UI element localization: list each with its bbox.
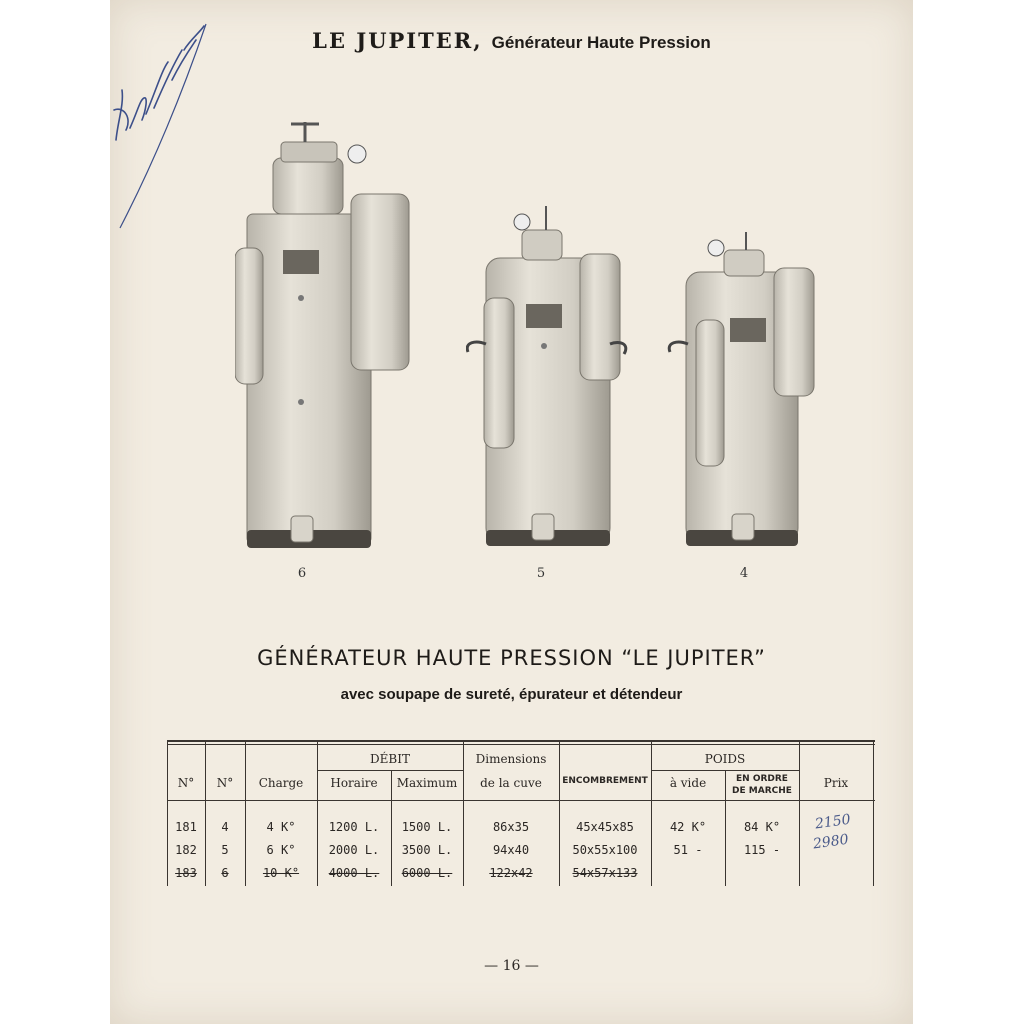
figure-caption: 6 <box>297 566 307 581</box>
page-header <box>110 28 913 53</box>
handwritten-price: 2150 <box>814 811 852 833</box>
header-charge: Charge <box>258 776 304 790</box>
cell-horaire: 1200 L. <box>328 820 380 834</box>
cell-encombrement: 45x45x85 <box>576 820 634 834</box>
cell-charge: 4 K° <box>266 820 296 834</box>
cell-poids-marche: 115 - <box>743 843 781 857</box>
header-debit: DÉBIT <box>370 752 410 766</box>
figure-caption: 5 <box>536 566 546 581</box>
cell-poids-vide: 42 K° <box>669 820 707 834</box>
cell-maximum: 3500 L. <box>401 843 453 857</box>
header-a-vide: à vide <box>669 776 707 790</box>
header-poids: POIDS <box>704 752 746 766</box>
header-subtitle: Générateur Haute Pression <box>491 33 711 52</box>
catalog-page <box>110 0 913 1024</box>
cell-ref: 183 <box>175 866 197 880</box>
cell-dimensions: 86x35 <box>492 820 530 834</box>
brand-name: LE JUPITER, <box>312 28 483 53</box>
header-encombrement: ENCOMBREMENT <box>562 776 648 786</box>
cell-ref: 182 <box>175 843 197 857</box>
cell-maximum: 1500 L. <box>401 820 453 834</box>
page-subtitle: avec soupape de sureté, épurateur et détendeur <box>340 686 683 703</box>
boiler-illustration-6 <box>235 118 415 554</box>
header-no-2: N° <box>216 776 234 790</box>
header-prix: Prix <box>823 776 849 790</box>
cell-horaire: 4000 L. <box>328 866 380 880</box>
cell-encombrement: 50x55x100 <box>572 843 638 857</box>
cell-no: 4 <box>221 820 229 834</box>
cell-poids-marche: 84 K° <box>743 820 781 834</box>
cell-maximum: 6000 L. <box>401 866 453 880</box>
cell-dimensions: 122x42 <box>489 866 533 880</box>
header-cuve: de la cuve <box>480 776 542 790</box>
spec-table <box>167 740 875 886</box>
cell-charge: 10 K° <box>262 866 300 880</box>
cell-horaire: 2000 L. <box>328 843 380 857</box>
cell-poids-vide: 51 - <box>673 843 703 857</box>
header-maximum: Maximum <box>396 776 458 790</box>
header-no-1: N° <box>177 776 195 790</box>
cell-dimensions: 94x40 <box>492 843 530 857</box>
header-horaire: Horaire <box>330 776 378 790</box>
cell-ref: 181 <box>175 820 197 834</box>
cell-no: 6 <box>221 866 229 880</box>
page-number: — 16 — <box>484 958 539 974</box>
page-title: GÉNÉRATEUR HAUTE PRESSION “LE JUPITER” <box>257 646 766 670</box>
header-dimensions: Dimensions <box>475 752 547 766</box>
cell-charge: 6 K° <box>266 843 296 857</box>
boiler-illustration-4 <box>666 232 818 550</box>
cell-no: 5 <box>221 843 229 857</box>
cell-encombrement: 54x57x133 <box>572 866 638 880</box>
handwritten-price: 2980 <box>812 831 850 853</box>
boiler-illustration-5 <box>466 204 628 550</box>
header-de-marche: DE MARCHE <box>732 786 792 796</box>
header-en-ordre: EN ORDRE <box>736 774 788 784</box>
figure-caption: 4 <box>739 566 749 581</box>
